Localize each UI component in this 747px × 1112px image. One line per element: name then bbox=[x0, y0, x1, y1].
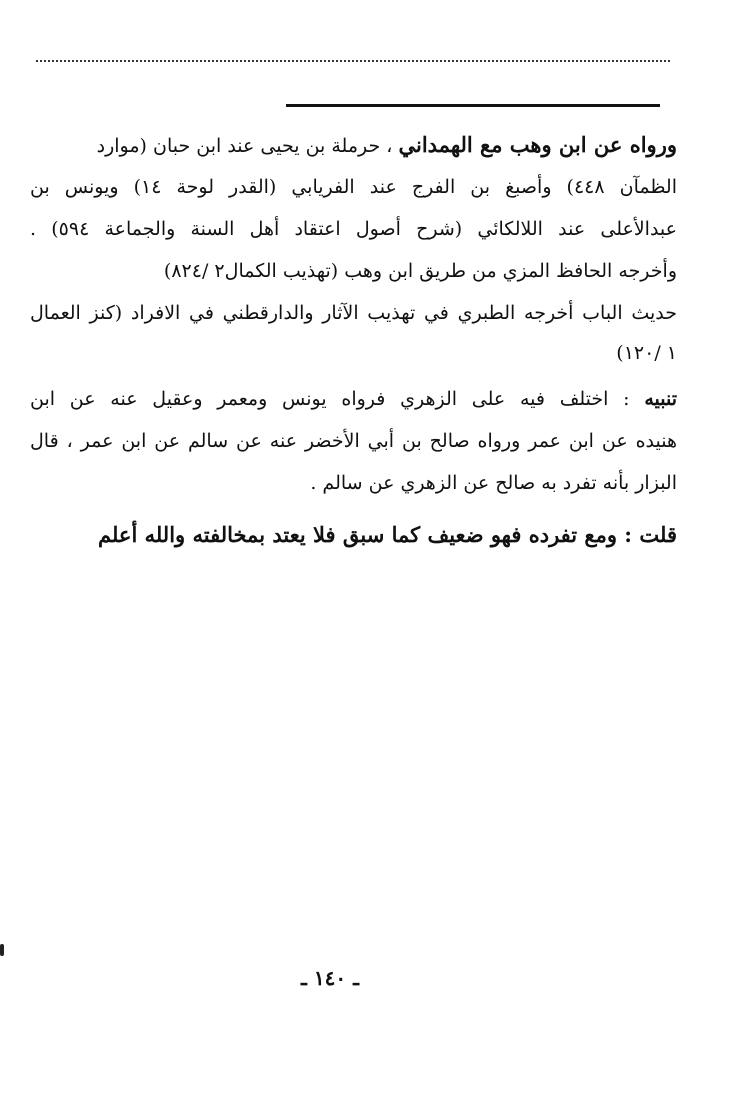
paragraph1-line1-text: ، حرملة بن يحيى عند ابن حبان (موارد bbox=[96, 135, 399, 157]
paragraph1-line2: الظمآن ٤٤٨) وأصبغ بن الفرج عند الفريابي (القدر لوحة ١٤) ويونس بن bbox=[30, 176, 677, 198]
paragraph2-line2: هنيده عن ابن عمر ورواه صالح بن أبي الأخضر عنه عن سالم عن ابن عمر ، قال bbox=[30, 430, 677, 452]
paragraph1-line5: حديث الباب أخرجه الطبري في تهذيب الآثار والدارقطني في الافراد (كنز العمال bbox=[30, 302, 677, 324]
conclusion-line bbox=[30, 520, 677, 550]
paragraph2-line1 bbox=[30, 384, 677, 414]
paragraph1-line1 bbox=[97, 130, 677, 161]
conclusion-text: : ومع تفرده فهو ضعيف كما سبق فلا يعتد بمخالفته والله أعلم bbox=[97, 522, 640, 547]
conclusion-label: قلت bbox=[639, 522, 677, 547]
paragraph1-line6: ١ /١٢٠) bbox=[616, 342, 677, 364]
scan-edge-mark bbox=[0, 944, 4, 956]
heading-rule bbox=[286, 104, 660, 107]
paragraph2-line1-text: : اختلف فيه على الزهري فرواه يونس ومعمر وعقيل عنه عن ابن bbox=[30, 388, 645, 410]
dotted-separator bbox=[36, 60, 670, 62]
paragraph2-label: تنبيه bbox=[644, 388, 677, 410]
paragraph2-line3: البزار بأنه تفرد به صالح عن الزهري عن سالم . bbox=[310, 472, 677, 494]
paragraph1-line4: وأخرجه الحافظ المزي من طريق ابن وهب (تهذيب الكمال٢ /٨٢٤) bbox=[163, 260, 677, 282]
paragraph1-line3: عبدالأعلى عند اللالكائي (شرح أصول اعتقاد أهل السنة والجماعة ٥٩٤) . bbox=[30, 218, 678, 240]
page-number: ـ ١٤٠ ـ bbox=[301, 966, 359, 990]
paragraph1-heading: ورواه عن ابن وهب مع الهمداني bbox=[398, 132, 677, 157]
